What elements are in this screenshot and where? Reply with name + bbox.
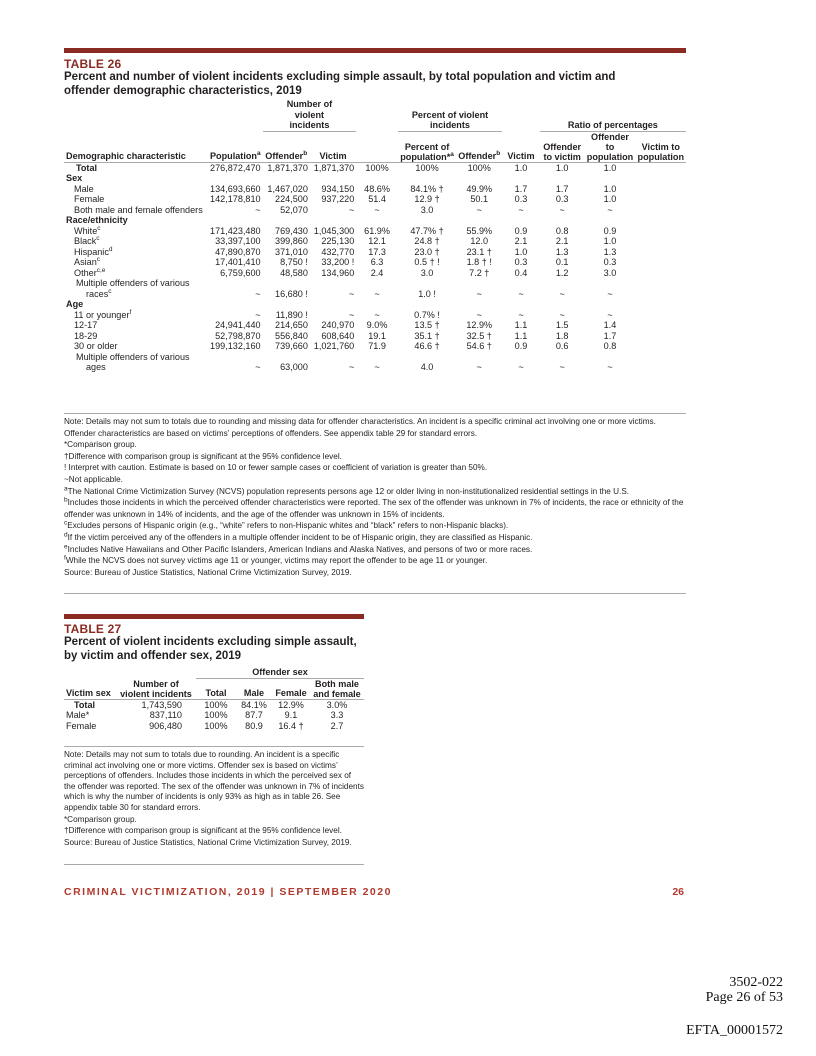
table26-note: $^e$Includes Native Hawaiians and Other Pacific Islanders, American Indians and Alaska Natives, and persons of two or more races.: [64, 542, 533, 554]
header-both: Both male and female: [313, 678, 361, 699]
table-cell: ~: [476, 362, 482, 372]
table-row: [64, 721, 364, 732]
table-cell: 52,798,870: [215, 330, 261, 341]
table-cell: 3.0: [420, 204, 434, 215]
row-label: Black$^c$: [74, 234, 100, 246]
table-row: [64, 341, 686, 352]
table-cell: 1,021,760: [313, 341, 355, 351]
table-cell: 937,220: [321, 194, 355, 204]
row-label: Other$^{c,e}$: [74, 266, 106, 278]
table-cell: ~: [374, 204, 380, 215]
table-cell: 2.1: [514, 236, 528, 246]
table-cell: 13.5 †: [414, 320, 440, 330]
table27-note: †Difference with comparison group is significant at the 95% confidence level.: [64, 826, 342, 836]
table-cell: 0.8: [603, 341, 617, 351]
table-cell: 3.0%: [326, 699, 348, 710]
table-row: [64, 247, 686, 258]
header-victim: Victim: [319, 151, 347, 161]
table-cell: ~: [374, 309, 380, 320]
table-cell: ~: [348, 362, 355, 372]
section-row: [64, 215, 686, 226]
table-cell: 100%: [467, 162, 491, 173]
table-cell: 1.7: [555, 183, 569, 194]
table-cell: 0.7% !: [414, 309, 440, 320]
table-cell: 0.4: [514, 267, 528, 278]
table-cell: ~: [518, 362, 524, 372]
header-number: Number of violent incidents: [120, 678, 192, 699]
table-cell: ~: [255, 288, 261, 299]
table-cell: 1,871,370: [313, 162, 355, 173]
header-total: Total: [205, 688, 227, 698]
table26-note: †Difference with comparison group is significant at the 95% confidence level.: [64, 451, 342, 461]
table-cell: 1,743,590: [141, 699, 182, 710]
table-cell: ~: [476, 309, 482, 320]
table-row: [64, 162, 686, 173]
table-cell: 48.6%: [364, 183, 390, 194]
table27-body: [64, 699, 364, 731]
table26-note: $^f$While the NCVS does not survey victims age 11 or younger, victims may report the offender to be age 11 or younger.: [64, 554, 488, 566]
row-label: 18-29: [74, 330, 98, 341]
row-label: Male*: [66, 710, 90, 720]
section-row: [64, 173, 686, 184]
table-cell: 0.3: [514, 194, 528, 204]
table-cell: 1.0 !: [418, 288, 436, 299]
table-cell: 48,580: [280, 267, 308, 278]
table26-note: $^d$If the victim perceived any of the offenders in a multiple offender incident to be of Hispanic origin, they are classified as Hispanic.: [64, 531, 533, 542]
table-cell: 4.0: [420, 362, 434, 372]
row-label: Total: [74, 699, 96, 710]
table-cell: 35.1 †: [414, 330, 440, 341]
table-cell: 0.3: [555, 194, 569, 204]
table-cell: 24,941,440: [215, 320, 261, 330]
doc-id-stamp: 3502-022: [729, 975, 783, 990]
table-cell: 33,397,100: [215, 236, 261, 246]
table-cell: 1.2: [555, 267, 569, 278]
header-ratio-group: Ratio of percentages: [540, 99, 686, 131]
header-female: Female: [275, 688, 307, 698]
table-cell: 52,070: [280, 204, 308, 215]
footer-page-number: 26: [672, 886, 684, 898]
table-cell: 9.0%: [366, 320, 388, 330]
row-label: Multiple offenders of various ages: [76, 351, 190, 372]
table-row: [64, 226, 686, 237]
table27-top-bar: [64, 614, 364, 619]
table-cell: 55.9%: [466, 225, 493, 236]
table-cell: 934,150: [321, 183, 355, 194]
table26-note: $^a$The National Crime Victimization Survey (NCVS) population represents persons age 12 or older living in non-institutionalized residential settings in the U.S.: [64, 484, 630, 496]
table-cell: ~: [348, 288, 355, 299]
table-cell: 769,430: [275, 225, 308, 236]
table-cell: 100%: [204, 710, 228, 720]
table26-title: Percent and number of violent incidents excluding simple assault, by total population and victim and offender demographic characteristics, 2019: [64, 71, 616, 97]
header-off-to-pop: Offender to population: [586, 131, 634, 162]
table-cell: 100%: [204, 720, 228, 731]
table-cell: 12.9%: [466, 320, 493, 330]
table-cell: 24.8 †: [414, 236, 440, 246]
table-cell: 1.0: [555, 162, 569, 173]
header-victim-pct: Victim: [507, 151, 535, 161]
table-cell: 0.3: [514, 257, 528, 267]
table-cell: 0.5 † !: [414, 257, 440, 267]
table-cell: 1.0: [514, 162, 528, 173]
table-cell: ~: [607, 288, 613, 299]
table-cell: 7.2 †: [469, 267, 490, 278]
table-cell: 3.0: [603, 267, 617, 278]
table-cell: 19.1: [368, 330, 386, 341]
row-label: Female: [74, 194, 105, 204]
row-label: 12-17: [74, 320, 98, 330]
table-cell: 6,759,600: [220, 267, 261, 278]
table-cell: 556,840: [275, 330, 308, 341]
row-label: Multiple offenders of various races$^c$: [76, 278, 190, 299]
table-cell: ~: [348, 309, 355, 320]
table-cell: 134,960: [321, 267, 355, 278]
table-cell: 50.1: [470, 194, 489, 204]
table-cell: 54.6 †: [466, 341, 492, 351]
table-cell: 1.0: [514, 246, 528, 257]
table-cell: 240,970: [321, 320, 355, 330]
table-cell: 12.0: [470, 236, 489, 246]
table-cell: 1.8: [555, 330, 569, 341]
table-row: [64, 257, 686, 268]
table26-note: Note: Details may not sum to totals due to rounding and missing data for offender characteristics. An incident is a specific criminal act involving one or more victims. Offender characteristics are based on victims’ perceptions of offenders. See appendix table 29 for standard errors.: [64, 417, 656, 438]
table-cell: ~: [476, 288, 482, 299]
table-cell: 608,640: [321, 330, 355, 341]
table-cell: 3.0: [420, 267, 434, 278]
table-cell: 23.0 †: [414, 246, 440, 257]
table-cell: 16,680 !: [275, 288, 308, 299]
header-offender-sex: Offender sex: [196, 667, 364, 678]
table-cell: ~: [374, 362, 380, 372]
section-row: [64, 299, 686, 310]
table-cell: 1.0: [603, 236, 617, 246]
table-cell: ~: [518, 288, 524, 299]
table-cell: ~: [607, 362, 613, 372]
table-cell: 63,000: [280, 362, 308, 372]
table-cell: ~: [559, 288, 565, 299]
table-cell: 1,467,020: [267, 183, 308, 194]
table-cell: ~: [518, 309, 524, 320]
table-cell: 100%: [415, 162, 439, 173]
table-row: [64, 184, 686, 195]
header-male: Male: [243, 688, 265, 698]
table-cell: ~: [255, 309, 261, 320]
table-cell: 1,045,300: [313, 225, 355, 236]
row-label: Male: [74, 183, 94, 194]
table-row: [64, 331, 686, 342]
table-row: [64, 205, 686, 216]
table-cell: 17.3: [368, 246, 386, 257]
table-cell: 1.7: [603, 330, 617, 341]
row-label: 11 or younger$^f$: [74, 308, 132, 320]
table-cell: 837,110: [149, 710, 182, 720]
header-vic-to-pop: Victim to population: [637, 141, 684, 162]
table27-bottom-rule: [64, 746, 364, 747]
table-cell: 84.1% †: [410, 183, 444, 194]
table-cell: 3.3: [330, 710, 344, 720]
table-row: [64, 194, 686, 205]
table-cell: 6.3: [370, 257, 384, 267]
table-cell: ~: [348, 204, 355, 215]
table-cell: 739,660: [275, 341, 308, 351]
table-cell: 432,770: [321, 246, 355, 257]
table26-body: [64, 162, 686, 373]
table-cell: 0.8: [555, 225, 569, 236]
table-cell: 1.7: [514, 183, 528, 194]
table-cell: 23.1 †: [466, 246, 492, 257]
table-cell: 16.4 †: [278, 720, 304, 731]
table-row: [64, 699, 364, 710]
table-row: [64, 352, 686, 373]
table-cell: ~: [607, 204, 613, 215]
row-label: 30 or older: [74, 341, 118, 351]
table-cell: 1.1: [514, 330, 528, 341]
header-pct-population: Percent of population*$^a$: [400, 141, 454, 162]
table-cell: 371,010: [275, 246, 308, 257]
table-cell: 0.9: [514, 341, 528, 351]
table26-note: Source: Bureau of Justice Statistics, National Crime Victimization Survey, 2019.: [64, 567, 352, 577]
table-cell: 49.9%: [466, 183, 493, 194]
page-of-stamp: Page 26 of 53: [705, 990, 783, 1005]
table-cell: 2.4: [370, 267, 384, 278]
table-cell: 51.4: [368, 194, 386, 204]
table-cell: 100%: [204, 699, 228, 710]
header-off-to-vic: Offender to victim: [543, 141, 582, 162]
table27-label: TABLE 27: [64, 622, 122, 636]
table-cell: ~: [559, 204, 565, 215]
table26-notes: [64, 416, 686, 578]
table-row: [64, 236, 686, 247]
table-cell: 0.1: [555, 257, 569, 267]
table-cell: 47,890,870: [215, 246, 261, 257]
table-cell: 1.8 † !: [466, 257, 492, 267]
table27-title: Percent of violent incidents excluding simple assault, by victim and offender sex, 2019: [64, 636, 357, 662]
table-cell: 0.6: [555, 341, 569, 351]
table-cell: ~: [374, 288, 380, 299]
row-label: Female: [66, 720, 97, 731]
header-population: Population$^a$: [209, 149, 261, 161]
table-cell: 11,890 !: [275, 309, 308, 320]
table27-note: *Comparison group.: [64, 814, 137, 824]
table-cell: ~: [255, 204, 261, 215]
table-cell: 1.0: [603, 162, 617, 173]
table27-note: Note: Details may not sum to totals due to rounding. An incident is a specific criminal act involving one or more victims. Offender sex is based on victims’ perceptions of offenders. Includes those incidents in which the perceived sex of the offender was reported. The sex of the offender was unknown in 7% of incidents which is why the number of incidents is only 93% as high as in table 26. See appendix table 30 for standard errors.: [64, 750, 364, 812]
table-cell: 134,693,660: [210, 183, 261, 194]
table-cell: 906,480: [149, 720, 182, 731]
table-cell: ~: [559, 362, 565, 372]
table-cell: 9.1: [284, 710, 298, 720]
table-cell: 142,178,810: [210, 194, 261, 204]
table-cell: 17,401,410: [215, 257, 261, 267]
table-cell: 61.9%: [364, 225, 390, 236]
row-label: Both male and female offenders: [74, 204, 203, 215]
table26-label: TABLE 26: [64, 57, 122, 71]
table-cell: 2.1: [555, 236, 569, 246]
table-cell: 276,872,470: [210, 162, 261, 173]
table26-note: $^b$Includes those incidents in which the perceived offender characteristics were reported. The sex of the offender was unknown in 7% of incidents, the race or ethnicity of the offender was unknown in 14% of incidents, and the age of the offender was unknown in 15% of incidents.: [64, 496, 684, 519]
header-percent-group: Percent of violent incidents: [398, 99, 502, 131]
table-cell: 71.9: [368, 341, 386, 351]
table-cell: 224,500: [275, 194, 308, 204]
table26-bottom-rule: [64, 413, 686, 414]
table-cell: 2.7: [330, 720, 344, 731]
table-cell: 46.6 †: [414, 341, 440, 351]
table-row: [64, 710, 364, 721]
row-label: Hispanic$^d$: [74, 245, 113, 257]
table-cell: 32.5 †: [466, 330, 492, 341]
section-label: Sex: [66, 173, 83, 183]
table-cell: ~: [255, 362, 261, 372]
table26-note: ~Not applicable.: [64, 474, 123, 484]
table-cell: ~: [607, 309, 613, 320]
table27: [64, 667, 364, 731]
table-cell: 199,132,160: [210, 341, 261, 351]
section-label: Age: [66, 299, 84, 309]
table-cell: ~: [518, 204, 524, 215]
table-cell: 100%: [365, 162, 389, 173]
table-cell: 8,750 !: [280, 257, 308, 267]
table-cell: 399,860: [275, 236, 308, 246]
table-cell: 1.4: [603, 320, 617, 330]
row-label: White$^c$: [74, 224, 101, 236]
table-cell: 1.1: [514, 320, 528, 330]
table-row: [64, 320, 686, 331]
table26-notes-rule: [64, 593, 686, 594]
section-label: Race/ethnicity: [66, 215, 128, 225]
table-cell: ~: [476, 204, 482, 215]
table-row: [64, 310, 686, 321]
table-cell: 0.9: [603, 225, 617, 236]
row-label: Total: [76, 162, 98, 173]
table27-note: Source: Bureau of Justice Statistics, National Crime Victimization Survey, 2019.: [64, 837, 352, 847]
header-number-group: Number of violent incidents: [263, 99, 357, 131]
table27-notes-rule: [64, 864, 364, 865]
table-cell: 171,423,480: [210, 225, 261, 236]
table26-top-bar: [64, 48, 686, 53]
table-cell: 1.0: [603, 183, 617, 194]
table-cell: 0.9: [514, 225, 528, 236]
row-label: Asian$^c$: [74, 255, 100, 267]
bates-stamp: EFTA_00001572: [686, 1023, 783, 1038]
table-row: [64, 278, 686, 299]
header-victim-sex: Victim sex: [66, 688, 111, 698]
header-demographic: Demographic characteristic: [66, 151, 186, 161]
table-cell: 1.3: [555, 246, 569, 257]
header-offender: Offender$^b$: [265, 149, 308, 161]
table-cell: 84.1%: [241, 699, 267, 710]
table-cell: 1.3: [603, 246, 617, 257]
table27-notes: [64, 750, 364, 849]
table-cell: 80.9: [245, 720, 263, 731]
table-cell: 1,871,370: [267, 162, 308, 173]
table-cell: 12.9 †: [414, 194, 440, 204]
header-offender-pct: Offender$^b$: [458, 149, 501, 161]
table-cell: 87.7: [245, 710, 263, 720]
table-cell: 12.9%: [278, 699, 304, 710]
table-cell: 47.7% †: [410, 225, 444, 236]
footer-title: CRIMINAL VICTIMIZATION, 2019 | SEPTEMBER 2020: [64, 886, 392, 898]
table-row: [64, 268, 686, 279]
table-cell: 1.5: [555, 320, 569, 330]
table26: [64, 99, 686, 373]
table-cell: 33,200 !: [321, 257, 355, 267]
table-cell: ~: [559, 309, 565, 320]
table-cell: 0.3: [603, 257, 617, 267]
table-cell: 225,130: [321, 236, 355, 246]
table26-note: $^c$Excludes persons of Hispanic origin (e.g., “white” refers to non-Hispanic whites and “black” refers to non-Hispanic blacks).: [64, 519, 509, 531]
table26-note: *Comparison group.: [64, 440, 137, 450]
table-cell: 12.1: [368, 236, 386, 246]
table-cell: 214,650: [275, 320, 308, 330]
table-cell: 1.0: [603, 194, 617, 204]
table26-note: ! Interpret with caution. Estimate is based on 10 or fewer sample cases or coefficient of variation is greater than 50%.: [64, 463, 488, 473]
